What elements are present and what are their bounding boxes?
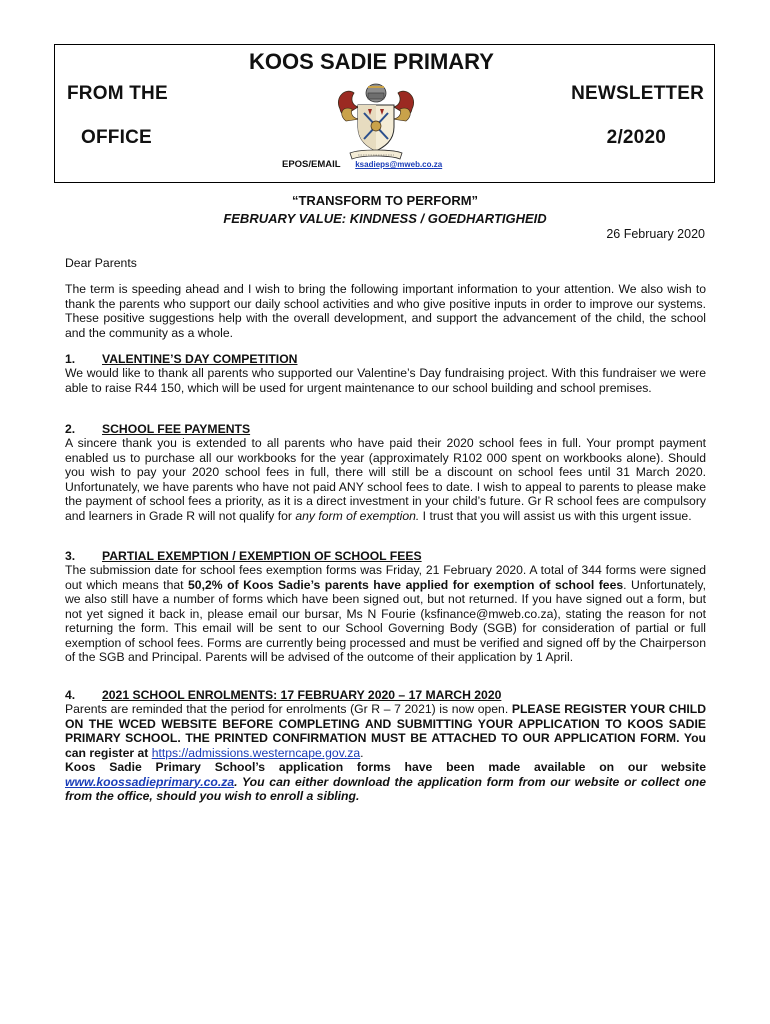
section-number: 3. <box>65 549 76 563</box>
section-body-school-fees <box>65 436 706 523</box>
wced-admissions-link[interactable]: https://admissions.westerncape.gov.za <box>151 745 361 760</box>
enrol-instruction: PLEASE REGISTER YOUR CHILD ON THE WCED WEBSITE BEFORE COMPLETING AND SUBMITTING YOUR APPLICATION TO KOOS SADIE PRIMARY SCHOOL. THE PRINTED CONFIRMATION MUST BE ATTACHED TO OUR APPLICATION FORM. You can register at <box>65 702 707 760</box>
motto: “TRANSFORM TO PERFORM” <box>291 193 479 208</box>
greeting: Dear Parents <box>65 256 137 270</box>
header-left-cell <box>55 45 187 182</box>
email-line <box>282 159 442 170</box>
fees-closing-text: I trust that you will assist us with this urgent issue. <box>419 508 692 523</box>
newsletter-label: NEWSLETTER <box>571 83 704 104</box>
header-middle-cell <box>187 45 556 182</box>
section-body-enrolments <box>65 702 706 804</box>
fees-text: A sincere thank you is extended to all parents who have paid their 2020 school fees in full. Your prompt payment enabled us to purchase all our workbooks for the year (approximately R102 000 spent on workbooks alone). Should you wish to pay your 2020 school fees in full, there will still be a discount on school fees until 31 March 2020. Unfortunately, we have parents who have not paid ANY school fees to date. I wish to appeal to parents to please make the payment of school fees a priority, as it is a direct investment in your child’s future. Gr R school fees are compulsory and learners in Grade R will not qualify for <box>65 436 706 523</box>
newsletter-header <box>54 44 715 183</box>
section-heading-school-fees <box>65 422 250 436</box>
section-heading-exemption <box>65 549 422 563</box>
section-title: PARTIAL EXEMPTION / EXEMPTION OF SCHOOL FEES <box>102 549 422 563</box>
exemption-text: The submission date for school fees exemption forms was Friday, 21 February 2020. A total of 344 forms were signed out which means that <box>65 563 706 592</box>
section-number: 2. <box>65 422 76 436</box>
section-number: 1. <box>65 352 76 366</box>
section-body-valentines: We would like to thank all parents who supported our Valentine’s Day fundraising project. With this fundraiser we were able to raise R44 150, which will be used for urgent maintenance to our school building and school premises. <box>65 366 706 395</box>
from-the-label: FROM THE <box>67 83 168 104</box>
school-email-link[interactable]: ksadieps@mweb.co.za <box>355 160 443 169</box>
enrol-text: Parents are reminded that the period for enrolments (Gr R – 7 2021) is now open. <box>65 702 512 716</box>
section-body-exemption <box>65 563 706 665</box>
letter-date: 26 February 2020 <box>606 227 705 241</box>
header-right-cell <box>556 45 714 182</box>
section-title: VALENTINE’S DAY COMPETITION <box>102 352 298 366</box>
application-forms-text: Koos Sadie Primary School’s application forms have been made available on our website <box>65 760 706 774</box>
office-label: OFFICE <box>81 127 152 148</box>
fees-italic-text: any form of exemption. <box>295 508 420 523</box>
section-number: 4. <box>65 688 76 702</box>
exemption-highlight: 50,2% of Koos Sadie’s parents have applied for exemption of school fees <box>188 577 624 592</box>
application-closing-text: . You can either download the application form from our website or collect one from the office, should you wish to enroll a sibling. <box>65 774 706 803</box>
intro-paragraph: The term is speeding ahead and I wish to bring the following important information to your attention. We also wish to thank the parents who support our daily school activities and who give positive inputs in order to improve our systems. These positive suggestions help with the overall development, and support the advancement of the child, the school and the community as a whole. <box>65 282 706 340</box>
school-name: KOOS SADIE PRIMARY <box>249 49 494 74</box>
issue-number: 2/2020 <box>606 127 666 148</box>
section-heading-enrolments <box>65 688 501 702</box>
section-heading-valentines <box>65 352 297 366</box>
section-title: SCHOOL FEE PAYMENTS <box>102 422 251 436</box>
school-website-link[interactable]: www.koossadieprimary.co.za <box>65 774 235 789</box>
enrol-period: . <box>360 745 364 760</box>
section-title: 2021 SCHOOL ENROLMENTS: 17 FEBRUARY 2020 – 17 MARCH 2020 <box>102 688 502 702</box>
epos-email-label: EPOS/EMAIL <box>282 159 341 170</box>
school-crest-icon <box>332 79 420 165</box>
monthly-value: FEBRUARY VALUE: KINDNESS / GOEDHARTIGHEID <box>223 211 547 226</box>
exemption-closing-text: . Unfortunately, we also still have a number of forms which have been signed out, but not returned. If you have signed out a form, but not yet signed it back in, please email our bursar, Ms N Fourie (ksfinance@mweb.co.za), stating the reason for not returning the form. This email will be sent to our School Governing Body (SGB) for consideration of partial or full exemption of school fees. Forms are currently being processed and must be verified and signed off by the Chairperson of the SGB and Principal. Parents will be advised of the outcome of their application by 1 April. <box>65 577 706 664</box>
